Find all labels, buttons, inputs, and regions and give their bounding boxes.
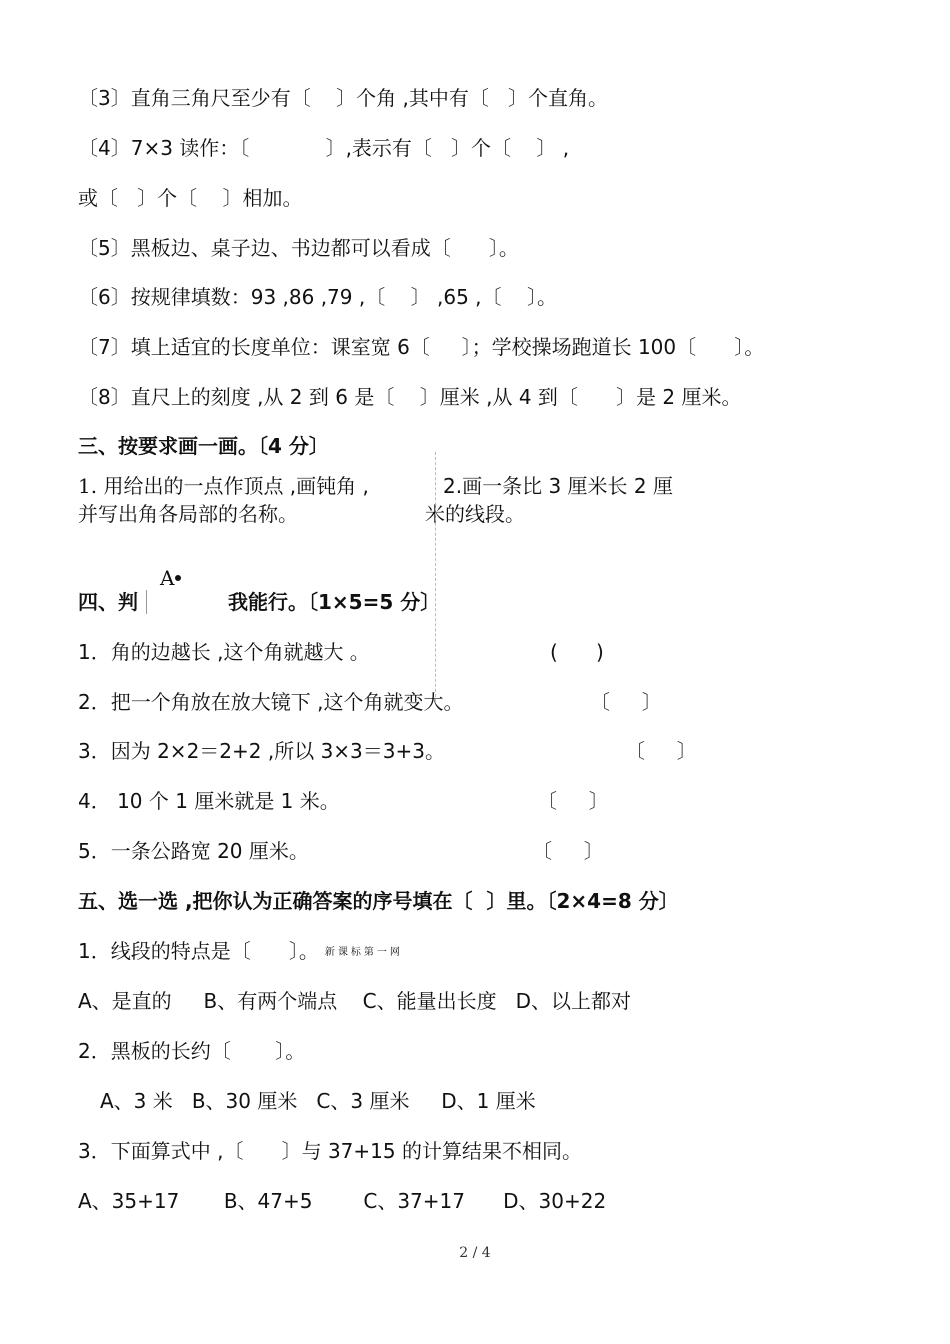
fill-item-4: 〔4〕7×3 读作：〔 〕,表示有〔 〕个〔 〕 ,: [78, 136, 570, 160]
vertex-point-a: [160, 566, 181, 590]
fill-item-6: 〔6〕按规律填数：93 ,86 ,79 ,〔 〕 ,65 ,〔 〕。: [78, 285, 557, 309]
draw-task-1-line1: 用给出的一点作顶点 ,画钝角 ,: [103, 474, 369, 498]
choice-options-1: A、是直的 B、有两个端点 C、能量出长度 D、以上都对: [78, 989, 632, 1013]
draw-task-1-line2: 并写出角各局部的名称。: [78, 502, 298, 526]
watermark-text: 新课标第一网: [324, 947, 403, 958]
title-separator: [146, 590, 147, 614]
draw-task-1: [78, 472, 369, 528]
judge-bracket-4: 〔 〕: [537, 789, 609, 813]
section4-title-right: 我能行。〔1×5=5 分〕: [228, 590, 441, 614]
section3-title: 三、按要求画一画。〔4 分〕: [78, 434, 329, 458]
column-divider: [435, 452, 436, 702]
judge-bracket-5: 〔 〕: [532, 839, 604, 863]
judge-item-1: 1．角的边越长 ,这个角就越大 。: [78, 640, 370, 664]
choice-question-3: 3．下面算式中 ,〔 〕与 37+15 的计算结果不相同。: [78, 1139, 582, 1163]
vertex-point-label: A: [160, 566, 175, 590]
fill-item-3: 〔3〕直角三角尺至少有〔 〕个角 ,其中有〔 〕个直角。: [78, 86, 608, 110]
judge-bracket-2: 〔 〕: [590, 690, 662, 714]
fill-item-7: 〔7〕填上适宜的长度单位：课室宽 6〔 〕；学校操场跑道长 100〔 〕。: [78, 335, 765, 359]
judge-bracket-3: 〔 〕: [625, 739, 697, 763]
draw-task-2-line1: 2.画一条比 3 厘米长 2 厘: [443, 474, 673, 498]
choice-options-2: A、3 米 B、30 厘米 C、3 厘米 D、1 厘米: [100, 1089, 536, 1113]
draw-task-2-line2: 米的线段。: [425, 502, 525, 526]
choice-question-1-text: 1．线段的特点是〔 〕。: [78, 939, 319, 963]
judge-item-5: 5．一条公路宽 20 厘米。: [78, 839, 309, 863]
page-number: 2 / 4: [459, 1245, 491, 1261]
choice-question-1: [78, 939, 403, 965]
judge-bracket-1: ( ): [550, 640, 604, 664]
section5-title: 五、选一选 ,把你认为正确答案的序号填在〔 〕里。〔2×4=8 分〕: [78, 889, 679, 913]
judge-item-3: 3．因为 2×2＝2+2 ,所以 3×3＝3+3。: [78, 739, 445, 763]
vertex-dot-icon: [175, 575, 181, 581]
draw-task-2: [425, 472, 673, 528]
choice-question-2: 2．黑板的长约〔 〕。: [78, 1039, 306, 1063]
section4-title-left: 四、判: [78, 590, 138, 614]
choice-options-3: A、35+17 B、47+5 C、37+17 D、30+22: [78, 1189, 607, 1213]
judge-item-2: 2．把一个角放在放大镜下 ,这个角就变大。: [78, 690, 464, 714]
judge-item-4: 4． 10 个 1 厘米就是 1 米。: [78, 789, 340, 813]
draw-task-1-number: 1.: [78, 474, 98, 498]
fill-item-5: 〔5〕黑板边、桌子边、书边都可以看成〔 〕。: [78, 236, 519, 260]
fill-item-8: 〔8〕直尺上的刻度 ,从 2 到 6 是〔 〕厘米 ,从 4 到〔 〕是 2 厘米。: [78, 385, 742, 409]
fill-item-4-continued: 或〔 〕个〔 〕相加。: [78, 186, 303, 210]
